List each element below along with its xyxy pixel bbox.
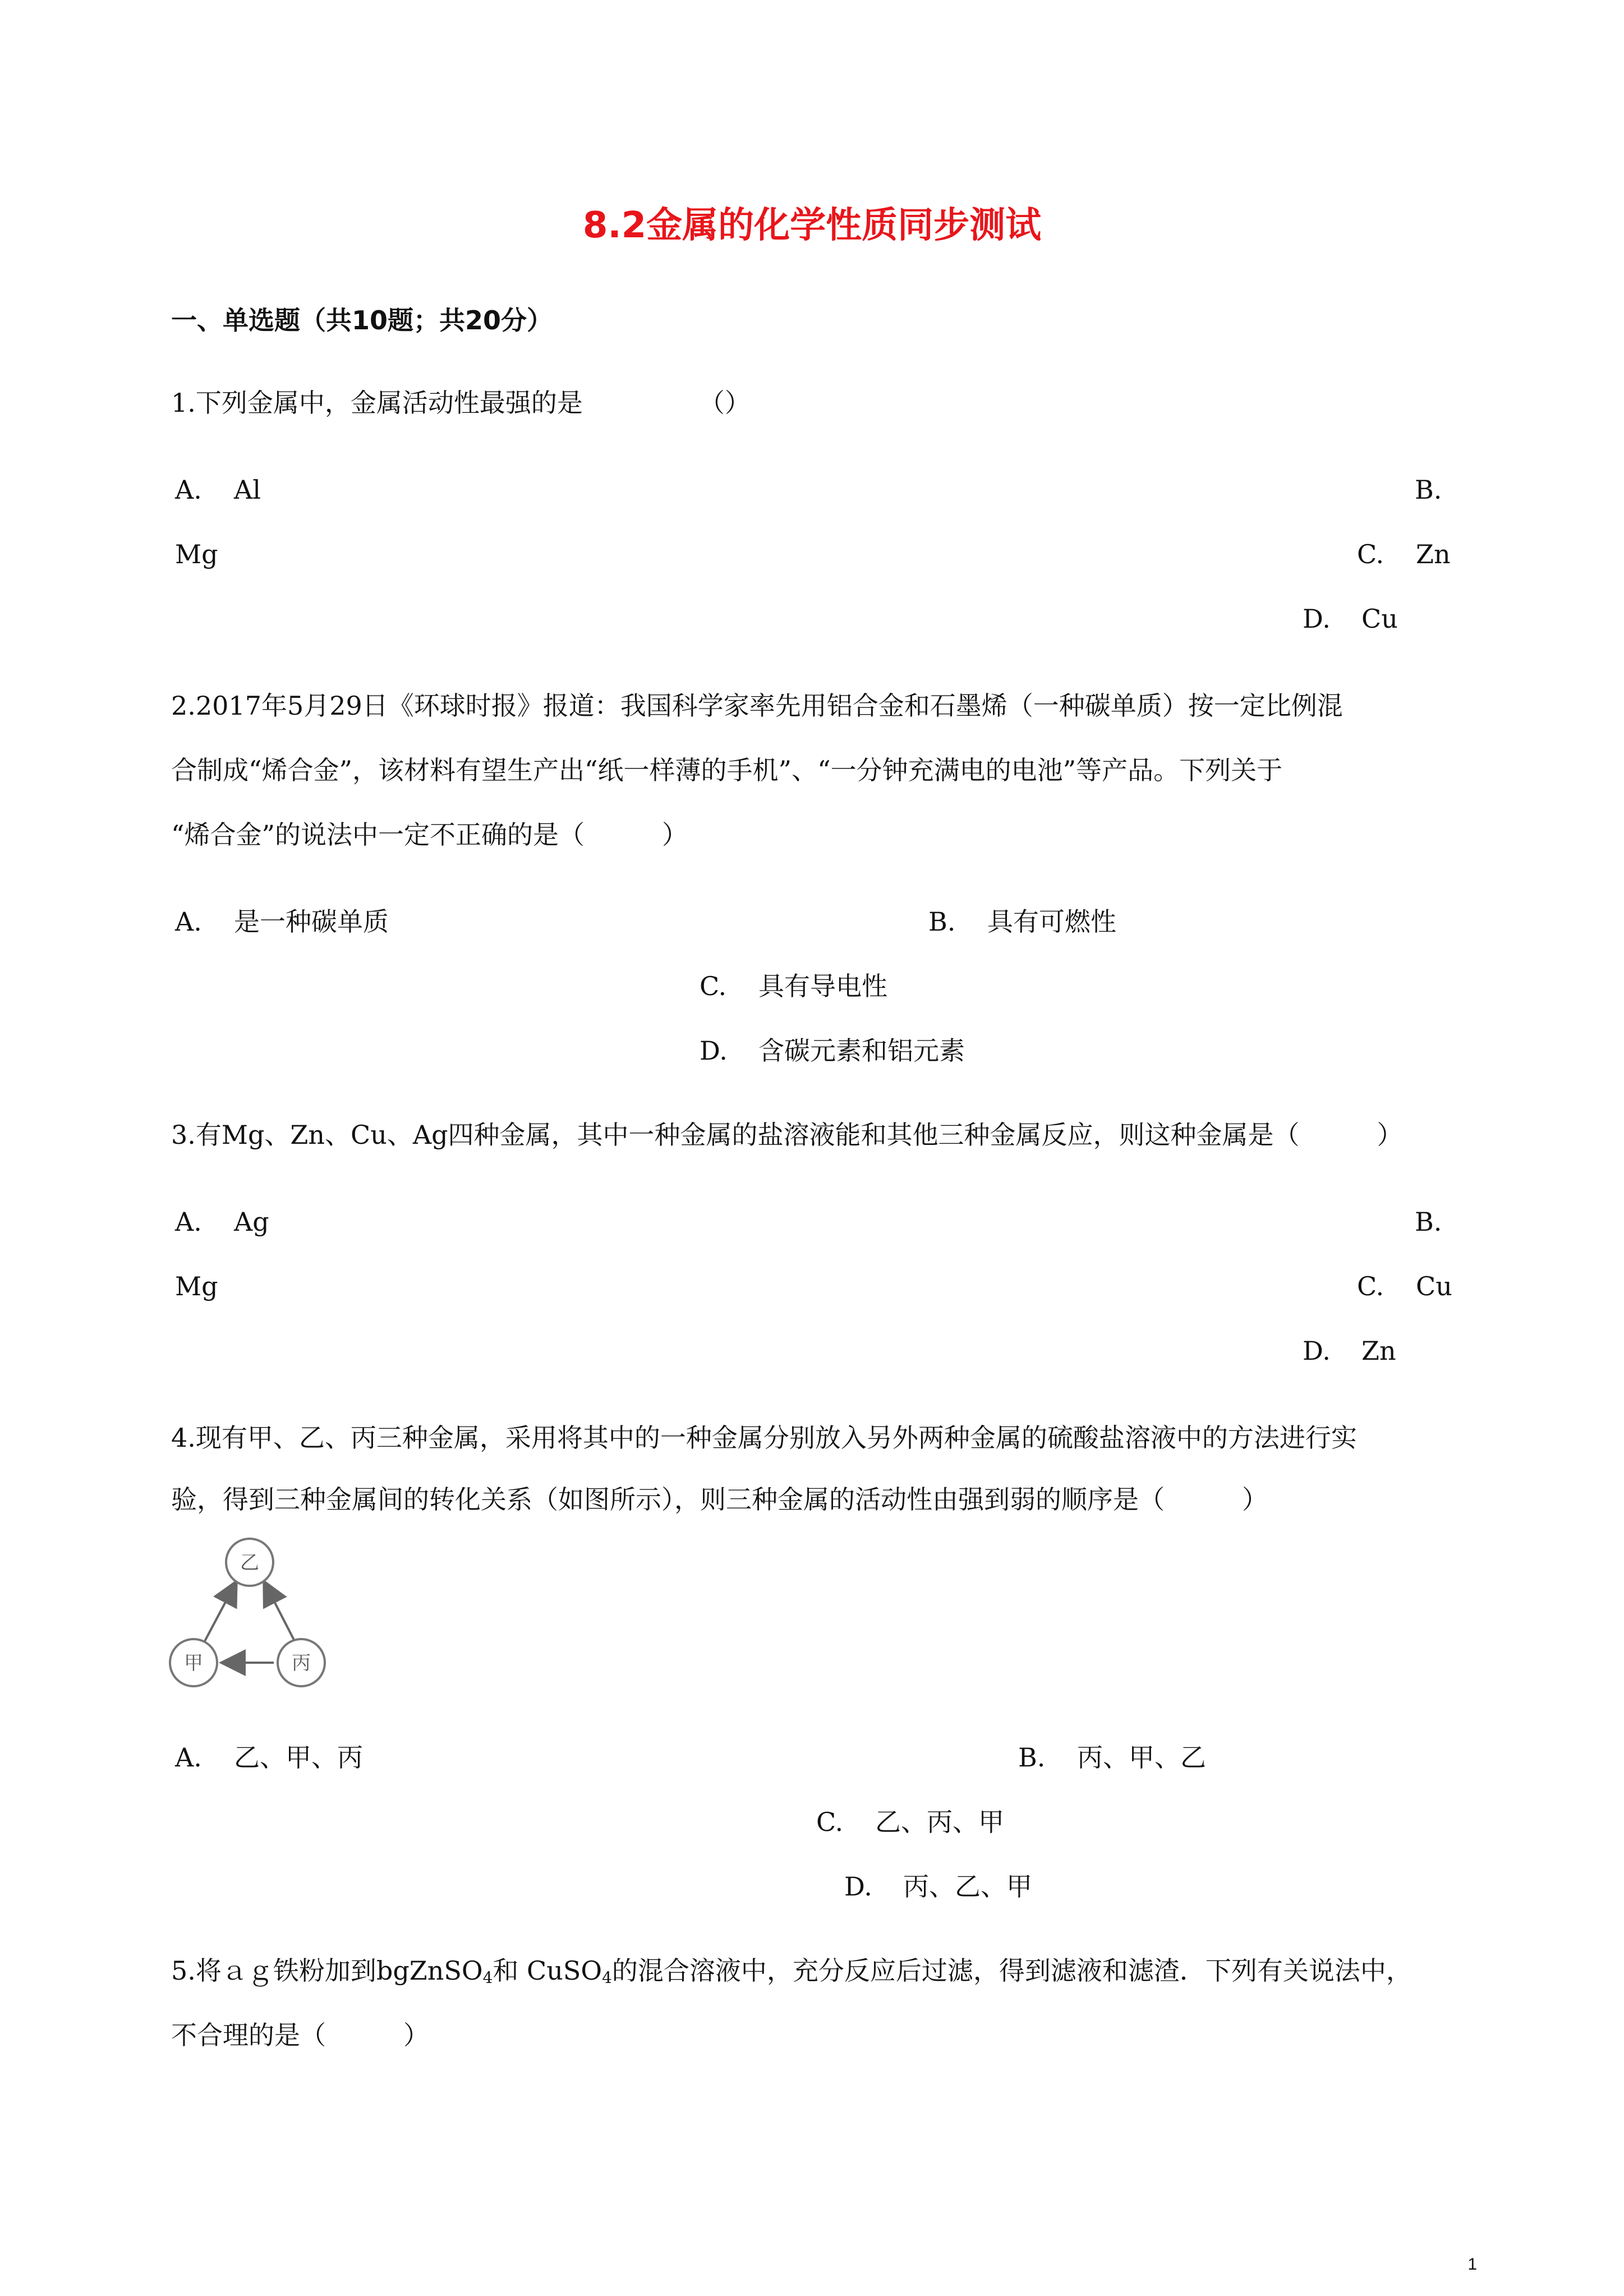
node-right-label: 丙 [292, 1652, 311, 1674]
q3-option-a [175, 1209, 269, 1235]
option-label: A. [175, 1742, 202, 1773]
q3-option-d [1303, 1338, 1396, 1364]
option-label: A. [175, 907, 202, 937]
question-1-stem: 1.下列金属中，金属活动性最强的是 （） [171, 388, 751, 418]
option-label: D. [1303, 1336, 1331, 1366]
q4-option-a [175, 1742, 363, 1773]
page-title: 8.2金属的化学性质同步测试 [582, 205, 1042, 246]
q2-option-b [928, 909, 1116, 935]
option-text: Al [234, 475, 261, 505]
q1-option-a [175, 477, 261, 503]
option-text: 乙、甲、丙 [234, 1742, 363, 1773]
q4-option-c [816, 1809, 1004, 1835]
option-text: Cu [1416, 1271, 1452, 1301]
question-4-line-1: 4.现有甲、乙、丙三种金属，采用将其中的一种金属分别放入另外两种金属的硫酸盐溶液中的方法进行实 [171, 1423, 1357, 1453]
q5-subscript-2: 4 [602, 1968, 612, 1987]
q5-subscript-1: 4 [482, 1968, 493, 1987]
option-label: D. [700, 1036, 728, 1066]
question-3-stem: 3.有Mg、Zn、Cu、Ag四种金属，其中一种金属的盐溶液能和其他三种金属反应，则这种金属是（ ） [171, 1120, 1403, 1150]
option-text: 是一种碳单质 [234, 907, 389, 937]
option-text: 丙、甲、乙 [1077, 1742, 1206, 1773]
option-text: Zn [1361, 1336, 1396, 1366]
metal-conversion-diagram [168, 1531, 331, 1694]
q2-option-d [700, 1038, 965, 1064]
q3-option-b-text: Mg [175, 1271, 218, 1301]
q3-option-b-label: B. [1415, 1207, 1442, 1237]
q3-option-c [1357, 1273, 1452, 1299]
section-heading: 一、单选题（共10题；共20分） [171, 305, 553, 335]
option-label: A. [175, 475, 202, 505]
question-2-line-1: 2.2017年5月29日《环球时报》报道：我国科学家率先用铝合金和石墨烯（一种碳单质）按一定比例混 [171, 691, 1343, 721]
node-top-label: 乙 [240, 1552, 259, 1574]
question-5-line-1 [171, 1955, 1412, 1987]
q5-text-b: 和 CuSO [493, 1955, 602, 1986]
question-2-line-3: “烯合金”的说法中一定不正确的是（ ） [171, 820, 688, 850]
option-text: 具有导电性 [758, 971, 887, 1001]
option-label: C. [1357, 1271, 1384, 1301]
option-label: C. [816, 1807, 844, 1837]
option-label: C. [1357, 539, 1384, 569]
q5-text-a: 5.将ａｇ铁粉加到bgZnSO [171, 1955, 483, 1986]
option-text: 具有可燃性 [987, 907, 1116, 937]
q4-option-d [844, 1871, 1032, 1902]
arrow-right-to-top [265, 1583, 297, 1646]
option-label: D. [844, 1871, 872, 1902]
option-label: D. [1303, 604, 1331, 634]
q1-option-b-text: Mg [175, 539, 218, 569]
q1-option-d [1303, 606, 1398, 632]
option-text: Cu [1361, 604, 1398, 634]
option-label: C. [700, 971, 727, 1001]
q1-option-c [1357, 541, 1451, 567]
option-text: 含碳元素和铝元素 [758, 1036, 965, 1066]
option-label: A. [175, 1207, 202, 1237]
option-text: Zn [1416, 539, 1451, 569]
q5-text-c: 的混合溶液中，充分反应后过滤，得到滤液和滤渣．下列有关说法中， [611, 1955, 1412, 1986]
node-left-label: 甲 [184, 1652, 203, 1674]
option-label: B. [928, 907, 956, 937]
option-text: Ag [234, 1207, 269, 1237]
page-number: 1 [1467, 2255, 1477, 2274]
q2-option-a [175, 909, 389, 935]
question-4-line-2: 验，得到三种金属间的转化关系（如图所示），则三种金属的活动性由强到弱的顺序是（ ） [171, 1484, 1268, 1515]
q4-option-b [1018, 1742, 1206, 1773]
q1-option-b-label: B. [1415, 475, 1442, 505]
option-text: 丙、乙、甲 [903, 1871, 1032, 1902]
arrow-left-to-top [202, 1583, 236, 1646]
q2-option-c [700, 973, 887, 999]
question-5-line-2: 不合理的是（ ） [171, 2020, 429, 2050]
option-label: B. [1018, 1742, 1046, 1773]
question-2-line-2: 合制成“烯合金”，该材料有望生产出“纸一样薄的手机”、“一分钟充满电的电池”等产品。下列关于 [171, 755, 1283, 785]
option-text: 乙、丙、甲 [875, 1807, 1004, 1837]
